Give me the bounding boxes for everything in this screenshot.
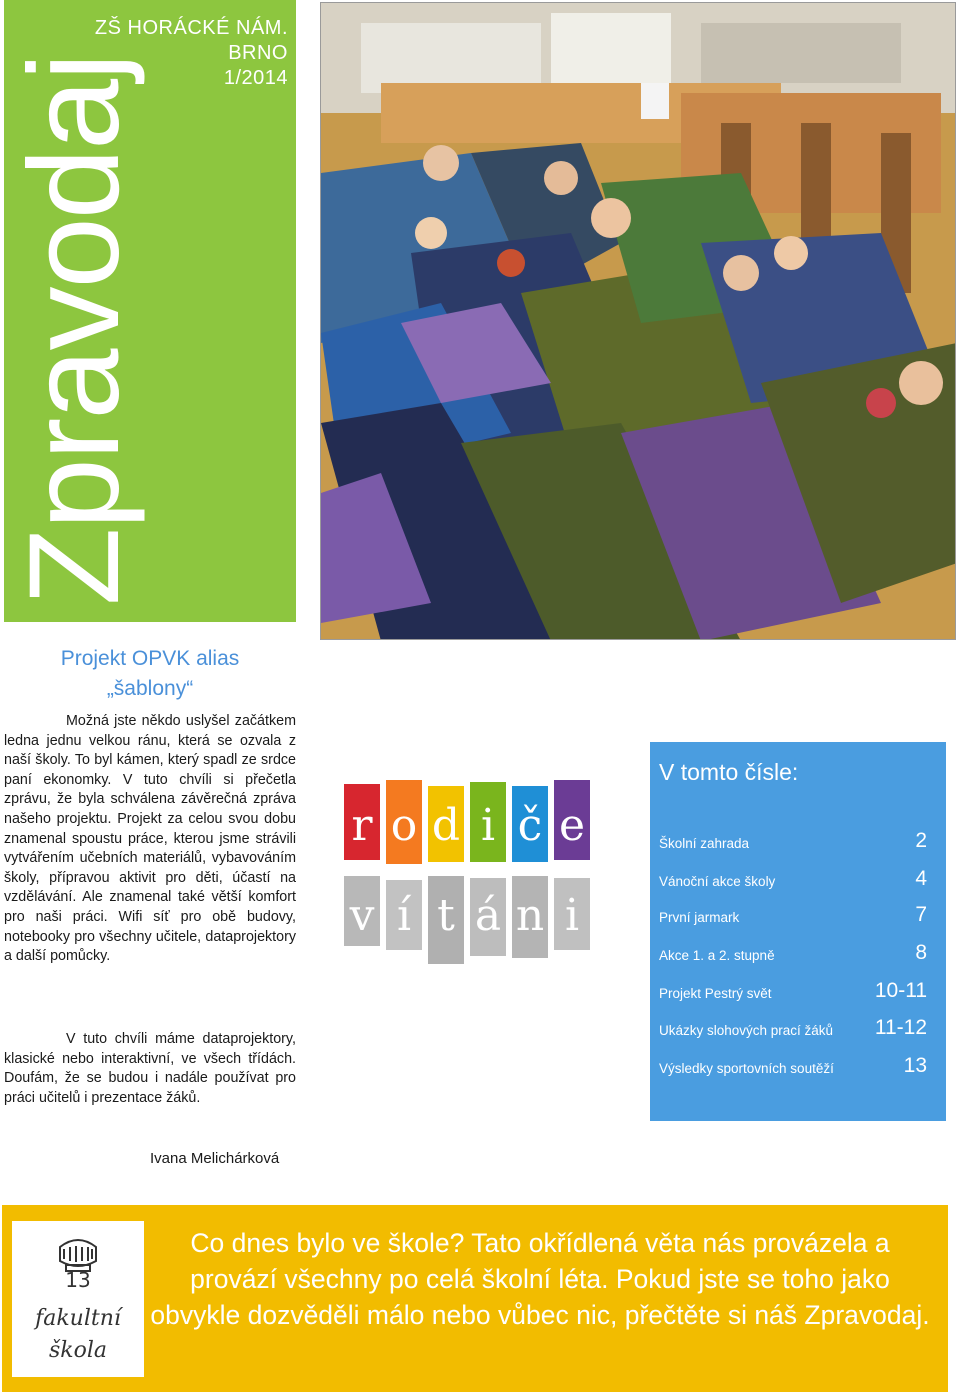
toc-item-label: Vánoční akce školy xyxy=(659,874,776,889)
school-logo-line1: fakultní xyxy=(35,1306,121,1331)
rodice-vitani-logo-graphic xyxy=(344,780,606,968)
toc-item-page: 7 xyxy=(915,903,927,926)
toc-item-label: Školní zahrada xyxy=(659,836,750,851)
article-author: Ivana Melichárková xyxy=(150,1150,280,1167)
intro-text: Co dnes bylo ve škole? Tato okřídlená věta nás provázela a provází všechny po celá školní léta. Pokud jste se toho jako obvykle dozvěděli málo nebo vůbec nic, přečtěte si náš Zpravodaj. xyxy=(150,1228,930,1330)
article-paragraph-1: Možná jste někdo uslyšel začátkem ledna jednu velkou ránu, která se ozvala z naší školy. To byl kámen, který spadl ze srdce paní ekonomky. V tuto chvíli si přečetla zprávu, že byla schválena závěrečná zpráva našeho projektu. Projekt za celou svou dobu znamenal spoustu práce, kterou jsme strávili vytvářením učebních materiálů, vybavováním školy, přípravou aktivit pro děti, účastí na vzdělávání. Ale znamenal také větší komfort pro naši práci. Wifi síť pro obě budovy, notebooky pro všechny učitele, dataprojektory a další pomůcky. xyxy=(4,713,296,965)
logo-letter-d: d xyxy=(431,800,461,851)
toc-item-page: 2 xyxy=(915,829,927,852)
logo-letter-i: i xyxy=(480,800,496,851)
toc-item-label: Ukázky slohových prací žáků xyxy=(659,1023,834,1038)
article-title xyxy=(4,644,296,704)
logo-letter-v: v xyxy=(349,890,375,941)
toc-item-page: 8 xyxy=(915,941,927,964)
intro-box xyxy=(2,1205,948,1392)
logo-letter-i2: i xyxy=(564,890,580,941)
toc-item-label: První jarmark xyxy=(659,910,740,925)
fakultni-skola-logo xyxy=(12,1221,144,1377)
logo-letter-a-acute: á xyxy=(474,890,502,941)
toc-heading: V tomto čísle: xyxy=(659,759,799,785)
toc-item-page: 10-11 xyxy=(874,979,927,1002)
article-title-line1: Projekt OPVK alias xyxy=(60,647,240,670)
toc-item[interactable] xyxy=(659,899,927,927)
title-area xyxy=(0,50,150,610)
logo-letter-e: e xyxy=(558,800,586,851)
article-paragraph-2: V tuto chvíli máme dataprojektory, klasické nebo interaktivní, ve všech třídách. Doufám, že se budou i nadále používat pro práci učitelů i prezentace žáků. xyxy=(4,1031,296,1106)
toc-item[interactable] xyxy=(659,937,927,965)
school-logo-number: 13 xyxy=(65,1268,91,1292)
rodice-vitani-logo xyxy=(344,780,606,968)
toc-item-page: 13 xyxy=(903,1054,927,1077)
newsletter-title: Zpravodaj xyxy=(3,54,146,606)
toc-item-label: Akce 1. a 2. stupně xyxy=(659,948,775,963)
toc-item-label: Projekt Pestrý svět xyxy=(659,986,772,1001)
toc-item-page: 4 xyxy=(915,867,927,890)
toc-item[interactable] xyxy=(659,1050,927,1078)
toc-item[interactable] xyxy=(659,825,927,853)
article-title-line2: „šablony“ xyxy=(106,677,194,700)
logo-letter-r: r xyxy=(351,800,373,851)
toc-item-label: Výsledky sportovních soutěží xyxy=(659,1061,834,1076)
table-of-contents xyxy=(650,742,946,1121)
toc-item-page: 11-12 xyxy=(874,1016,927,1039)
school-name-text: ZŠ HORÁCKÉ NÁM. BRNO xyxy=(94,17,288,64)
cover-photo xyxy=(320,2,956,640)
toc-item[interactable] xyxy=(659,863,927,891)
logo-letter-o: o xyxy=(390,800,418,851)
logo-letter-c: č xyxy=(517,800,543,851)
school-logo-line2: škola xyxy=(48,1338,108,1363)
toc-item[interactable] xyxy=(659,1012,927,1040)
issue-number: 1/2014 xyxy=(223,67,288,89)
fakultni-skola-logo-graphic xyxy=(12,1221,144,1377)
logo-letter-i-acute: í xyxy=(396,890,412,941)
logo-letter-t: t xyxy=(437,890,455,941)
toc-item[interactable] xyxy=(659,975,927,1003)
logo-letter-n: n xyxy=(515,890,545,941)
photo-image xyxy=(321,3,956,640)
